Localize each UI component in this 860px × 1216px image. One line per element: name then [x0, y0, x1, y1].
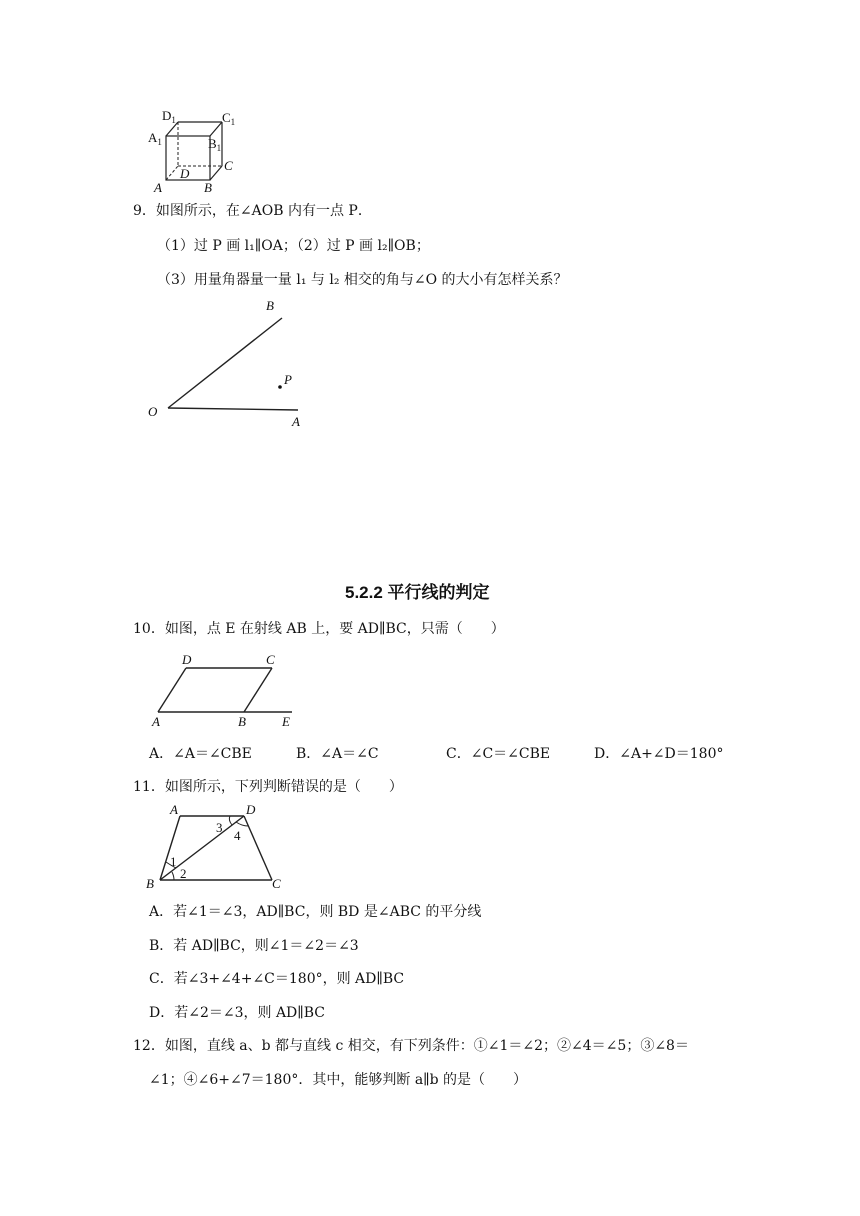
- cube-figure: [140, 100, 260, 200]
- label-B: B: [146, 876, 154, 891]
- q9-stem: 9．如图所示，在∠AOB 内有一点 P．: [133, 203, 372, 219]
- q12-line2: ∠1；④∠6+∠7＝180°．其中，能够判断 a∥b 的是（ ）: [149, 1072, 528, 1088]
- q9-part3: （3）用量角器量一量 l₁ 与 l₂ 相交的角与∠O 的大小有怎样关系？: [157, 272, 568, 288]
- label-C: C: [224, 158, 233, 173]
- segment-dc: [244, 816, 272, 880]
- q11-stem: 11．如图所示，下列判断错误的是（ ）: [133, 779, 403, 795]
- diagonal-bd: [160, 816, 244, 880]
- cube-edge: [210, 122, 222, 136]
- label-D: D: [246, 802, 256, 817]
- angle-label-4: 4: [234, 828, 241, 843]
- label-A: A: [154, 180, 162, 195]
- q10-option-a[interactable]: A．∠A＝∠CBE: [149, 746, 252, 762]
- segment-bc: [244, 668, 272, 712]
- label-C: C: [272, 876, 281, 891]
- section-title: 5.2.2 平行线的判定: [345, 583, 490, 602]
- q12-line1: 12．如图，直线 a、b 都与直线 c 相交，有下列条件：①∠1＝∠2；②∠4＝∠5；③∠8＝: [133, 1038, 689, 1054]
- label-D1: $D_1$: [162, 108, 176, 125]
- segment-ad: [158, 668, 186, 712]
- label-D: D: [182, 652, 192, 667]
- label-A: A: [152, 714, 160, 729]
- q9-part12: （1）过 P 画 l₁∥OA；（2）过 P 画 l₂∥OB；: [157, 238, 430, 254]
- q10-option-c[interactable]: C．∠C＝∠CBE: [446, 746, 551, 762]
- label-B: B: [266, 298, 274, 313]
- q10-option-d[interactable]: D．∠A+∠D＝180°: [594, 746, 724, 762]
- label-O: O: [148, 404, 158, 419]
- q11-option-c[interactable]: C．若∠3+∠4+∠C＝180°，则 AD∥BC: [149, 971, 405, 987]
- ray-oa: [168, 408, 298, 410]
- trapezoid-figure: [142, 800, 292, 892]
- label-A: A: [292, 414, 300, 429]
- point-p: [278, 385, 282, 389]
- angle-label-3: 3: [216, 820, 223, 835]
- q10-option-b[interactable]: B．∠A＝∠C: [296, 746, 379, 762]
- label-B: B: [204, 180, 212, 195]
- label-A: A: [170, 802, 178, 817]
- q10-stem: 10．如图，点 E 在射线 AB 上，要 AD∥BC，只需（ ）: [133, 621, 505, 637]
- q11-option-b[interactable]: B．若 AD∥BC，则∠1＝∠2＝∠3: [149, 938, 359, 954]
- parallelogram-figure: [146, 648, 306, 732]
- label-B1: $B_1$: [208, 136, 222, 153]
- angle-aob-figure: [140, 292, 320, 432]
- angle-arc: [229, 816, 232, 825]
- q11-option-a[interactable]: A．若∠1＝∠3，AD∥BC，则 BD 是∠ABC 的平分线: [149, 904, 482, 920]
- angle-label-2: 2: [180, 866, 187, 881]
- angle-label-1: 1: [170, 854, 177, 869]
- label-A1: $A_1$: [148, 130, 162, 147]
- cube-edge: [210, 166, 222, 180]
- ray-ob: [168, 318, 282, 408]
- label-P: P: [284, 372, 292, 387]
- label-C1: $C_1$: [222, 110, 236, 127]
- label-B: B: [238, 714, 246, 729]
- segment-ab: [160, 816, 180, 880]
- q11-option-d[interactable]: D．若∠2＝∠3，则 AD∥BC: [149, 1005, 326, 1021]
- label-C: C: [266, 652, 275, 667]
- label-E: E: [282, 714, 290, 729]
- cube-hidden-edge: [166, 166, 178, 180]
- angle-arc: [172, 872, 174, 880]
- label-D: D: [180, 166, 190, 181]
